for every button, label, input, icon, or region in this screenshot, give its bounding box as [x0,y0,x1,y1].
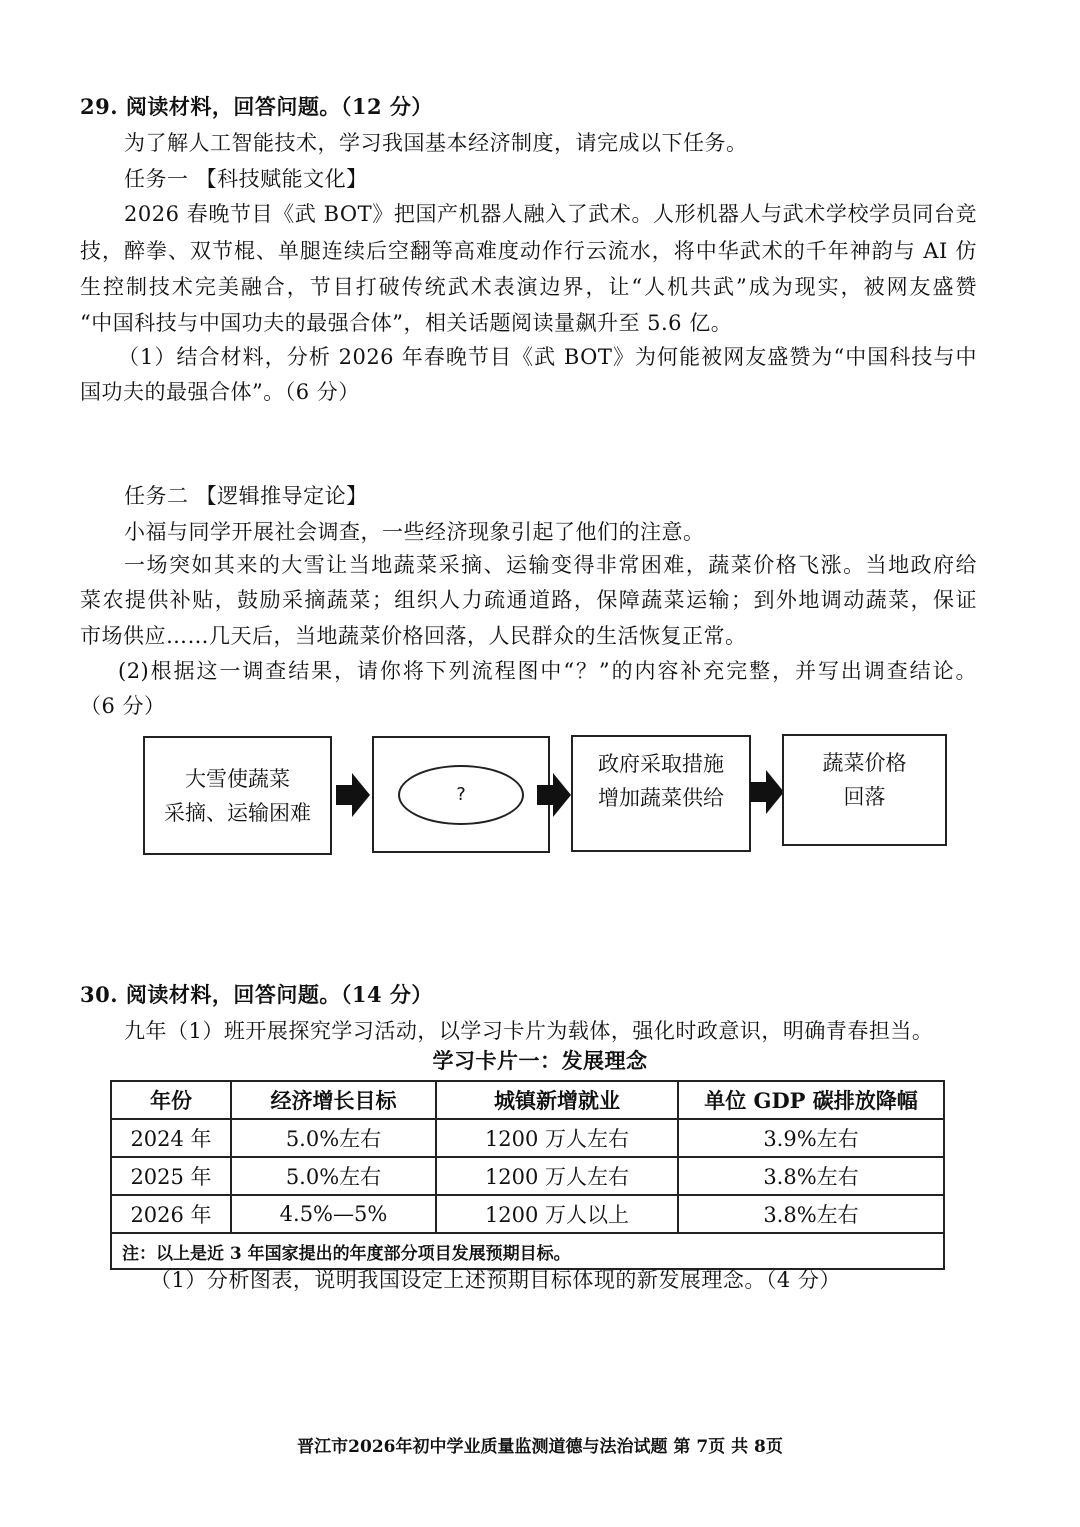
flow-arrow-icon [336,771,372,819]
table-header-row [111,1081,944,1119]
table-cell: 2025 年 [111,1157,231,1195]
development-table [110,1080,945,1270]
table-cell: 3.9%左右 [678,1119,944,1157]
table-row [111,1157,944,1195]
table-row [111,1195,944,1233]
flow-box-line: 大雪使蔬菜 [185,766,290,791]
flow-box-line: 政府采取措施 [598,752,724,776]
flow-box-government [571,735,751,852]
flow-box-line: 回落 [843,785,886,809]
flow-oval [398,765,524,825]
q30-intro: 九年（1）班开展探究学习活动，以学习卡片为载体，强化时政意识，明确青春担当。 [124,1019,934,1043]
q30-heading: 30. 阅读材料，回答问题。（14 分） [80,982,433,1007]
flow-arrow-icon [750,768,786,816]
table-cell: 3.8%左右 [678,1157,944,1195]
flow-box-unknown [372,736,550,853]
table-cell: 1200 万人左右 [436,1119,678,1157]
flow-box-price [782,734,947,846]
table-cell: 5.0%左右 [231,1157,436,1195]
task1-question-line: （1）结合材料，分析 2026 年春晚节目《武 BOT》为何能被网友盛赞为“中国科技与中 [118,345,977,369]
table-note: 注：以上是近 3 年国家提出的年度部分项目发展预期目标。 [111,1233,944,1269]
question-mark: ? [456,783,466,805]
table-cell: 5.0%左右 [231,1119,436,1157]
task1-material-line: 2026 春晚节目《武 BOT》把国产机器人融入了武术。人形机器人与武术学校学员同台竞 [124,202,977,226]
task1-material-line: 技，醉拳、双节棍、单腿连续后空翻等高难度动作行云流水，将中华武术的千年神韵与 AI 仿 [80,239,977,263]
table-cell: 3.8%左右 [678,1195,944,1233]
card-title: 学习卡片一：发展理念 [432,1048,648,1073]
task1-question-line: 国功夫的最强合体”。（6 分） [80,380,360,404]
flow-box-line: 蔬菜价格 [822,751,907,775]
flow-box-line: 增加蔬菜供给 [598,786,724,810]
task1-material-line: “中国科技与中国功夫的最强合体”，相关话题阅读量飙升至 5.6 亿。 [80,311,733,335]
task2-question-line: （6 分） [80,694,166,718]
task2-material-line: 菜农提供补贴，鼓励采摘蔬菜；组织人力疏通道路，保障蔬菜运输；到外地调动蔬菜，保证 [80,588,977,612]
task2-material-line: 市场供应……几天后，当地蔬菜价格回落，人民群众的生活恢复正常。 [80,624,747,648]
task1-title: 任务一 【科技赋能文化】 [124,167,368,191]
flow-box-line: 采摘、运输困难 [164,800,311,825]
task2-question-line: (2)根据这一调查结果，请你将下列流程图中“？”的内容补充完整，并写出调查结论。 [118,659,977,683]
task2-material-line: 一场突如其来的大雪让当地蔬菜采摘、运输变得非常困难，蔬菜价格飞涨。当地政府给 [124,553,977,577]
task2-intro: 小福与同学开展社会调查，一些经济现象引起了他们的注意。 [124,520,705,544]
task1-material-line: 生控制技术完美融合，节目打破传统武术表演边界，让“人机共武”成为现实，被网友盛赞 [80,275,977,299]
flow-box-snow [143,736,332,855]
table-header: 年份 [111,1081,231,1119]
q30-question: （1）分析图表，说明我国设定上述预期目标体现的新发展理念。（4 分） [150,1268,841,1292]
table-cell: 4.5%—5% [231,1195,436,1233]
q29-intro: 为了解人工智能技术，学习我国基本经济制度，请完成以下任务。 [124,131,748,155]
table-cell: 2024 年 [111,1119,231,1157]
table-row [111,1119,944,1157]
task2-title: 任务二 【逻辑推导定论】 [124,484,368,508]
table-cell: 1200 万人以上 [436,1195,678,1233]
table-header: 经济增长目标 [231,1081,436,1119]
table-header: 单位 GDP 碳排放降幅 [678,1081,944,1119]
q29-heading: 29. 阅读材料，回答问题。（12 分） [80,94,433,119]
page-footer: 晋江市2026年初中学业质量监测道德与法治试题 第 7页 共 8页 [297,1437,783,1457]
table-header: 城镇新增就业 [436,1081,678,1119]
flow-arrow-icon [537,771,573,819]
table-note-row [111,1233,944,1269]
table-cell: 2026 年 [111,1195,231,1233]
table-cell: 1200 万人左右 [436,1157,678,1195]
